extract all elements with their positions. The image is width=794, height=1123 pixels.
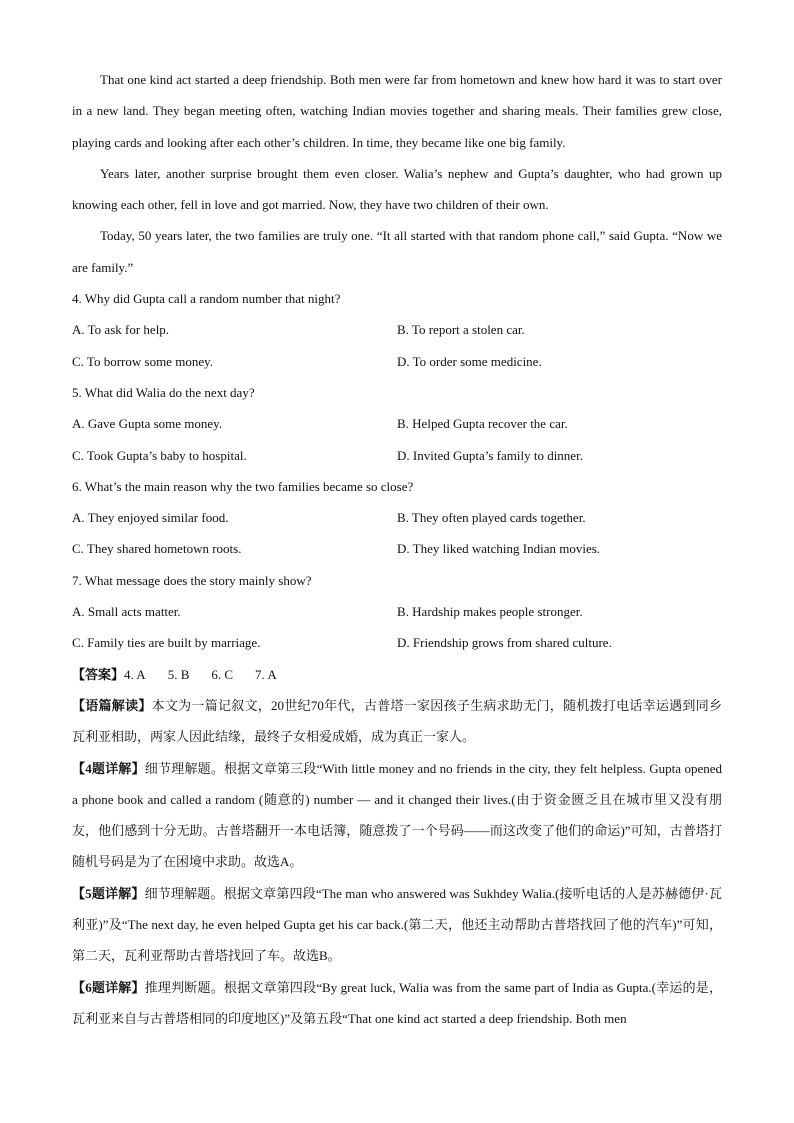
explanation-text: 细节理解题。根据文章第四段“The man who answered was Sukhdey Walia.(接听电话的人是苏赫德伊·瓦利亚)”及“The next day, he even helped Gupta get his car back.(第二天，他还主动帮助古普塔找回了他的汽车)”可知，第二天，瓦利亚帮助古普塔找回了车。故选B。 <box>72 885 722 964</box>
option-a: A. They enjoyed similar food. <box>72 510 229 526</box>
passage-paragraph-1: That one kind act started a deep friendship. Both men were far from hometown and knew how hard it was to start over in a new land. They began meeting often, watching Indian movies together and sharing meals. Their families grew close, playing cards and looking after each other’s children. In time, they became like one big family. <box>72 72 722 150</box>
options-row <box>72 440 722 471</box>
answer-item: 6. C <box>211 666 234 682</box>
explanation-q4 <box>72 753 722 878</box>
explanation-q5 <box>72 878 722 972</box>
options-row <box>72 627 722 658</box>
explanation-text: 本文为一篇记叙文，20世纪70年代，古普塔一家因孩子生病求助无门，随机拨打电话幸运遇到同乡瓦利亚相助，两家人因此结缘，最终子女相爱成婚，成为真正一家人。 <box>72 697 722 745</box>
options-row <box>72 314 722 345</box>
options-row <box>72 596 722 627</box>
question-stem: 4. Why did Gupta call a random number that night? <box>72 291 341 307</box>
explanation-passage-analysis <box>72 690 722 753</box>
passage-paragraph-3: Today, 50 years later, the two families are truly one. “It all started with that random phone call,” said Gupta. “Now we are family.” <box>72 228 722 275</box>
question-stem: 7. What message does the story mainly show? <box>72 572 312 588</box>
option-d: D. They liked watching Indian movies. <box>397 541 601 557</box>
question-stem: 5. What did Walia do the next day? <box>72 384 255 400</box>
explanation-q6 <box>72 972 722 1035</box>
option-d: D. To order some medicine. <box>397 353 542 369</box>
option-d: D. Invited Gupta’s family to dinner. <box>397 447 583 463</box>
answer-item: 7. A <box>255 666 277 682</box>
option-b: B. Helped Gupta recover the car. <box>397 416 568 432</box>
question-4 <box>72 283 722 377</box>
explanation-label: 【6题详解】 <box>72 979 145 995</box>
option-c: C. Family ties are built by marriage. <box>72 635 261 651</box>
option-c: C. To borrow some money. <box>72 353 213 369</box>
option-d: D. Friendship grows from shared culture. <box>397 635 612 651</box>
answer-item: 4. A <box>124 666 146 682</box>
explanation-label: 【语篇解读】 <box>72 697 152 713</box>
question-5 <box>72 377 722 471</box>
options-row <box>72 502 722 533</box>
passage-paragraph-2: Years later, another surprise brought them even closer. Walia’s nephew and Gupta’s daughter, who had grown up knowing each other, fell in love and got married. Now, they have two children of their own. <box>72 165 722 213</box>
answer-key <box>72 659 722 690</box>
option-b: B. They often played cards together. <box>397 510 586 526</box>
option-a: A. To ask for help. <box>72 322 170 338</box>
answer-item: 5. B <box>167 666 190 682</box>
options-row <box>72 533 722 564</box>
explanation-label: 【4题详解】 <box>72 760 145 776</box>
option-a: A. Small acts matter. <box>72 604 181 620</box>
option-b: B. Hardship makes people stronger. <box>397 604 583 620</box>
option-c: C. Took Gupta’s baby to hospital. <box>72 447 247 463</box>
question-stem: 6. What’s the main reason why the two families became so close? <box>72 478 414 494</box>
option-c: C. They shared hometown roots. <box>72 541 242 557</box>
question-6 <box>72 471 722 565</box>
explanation-text: 细节理解题。根据文章第三段“With little money and no friends in the city, they felt helpless. Gupta opened a phone book and called a random (随意的) number — and it changed their lives.(由于资金匮乏且在城市里又没有朋友，他们感到十分无助。古普塔翻开一本电话簿，随意拨了一个号码——而这改变了他们的命运)”可知，古普塔打随机号码是为了在困境中求助。故选A。 <box>72 760 722 870</box>
question-7 <box>72 565 722 659</box>
options-row <box>72 346 722 377</box>
answer-label: 【答案】 <box>72 666 125 682</box>
explanation-label: 【5题详解】 <box>72 885 145 901</box>
explanation-text: 推理判断题。根据文章第四段“By great luck, Walia was from the same part of India as Gupta.(幸运的是，瓦利亚来自与古普塔相同的印度地区)”及第五段“That one kind act started a deep friendship. Both men <box>72 979 722 1026</box>
document-page <box>72 64 722 1034</box>
options-row <box>72 408 722 439</box>
option-a: A. Gave Gupta some money. <box>72 416 223 432</box>
option-b: B. To report a stolen car. <box>397 322 525 338</box>
